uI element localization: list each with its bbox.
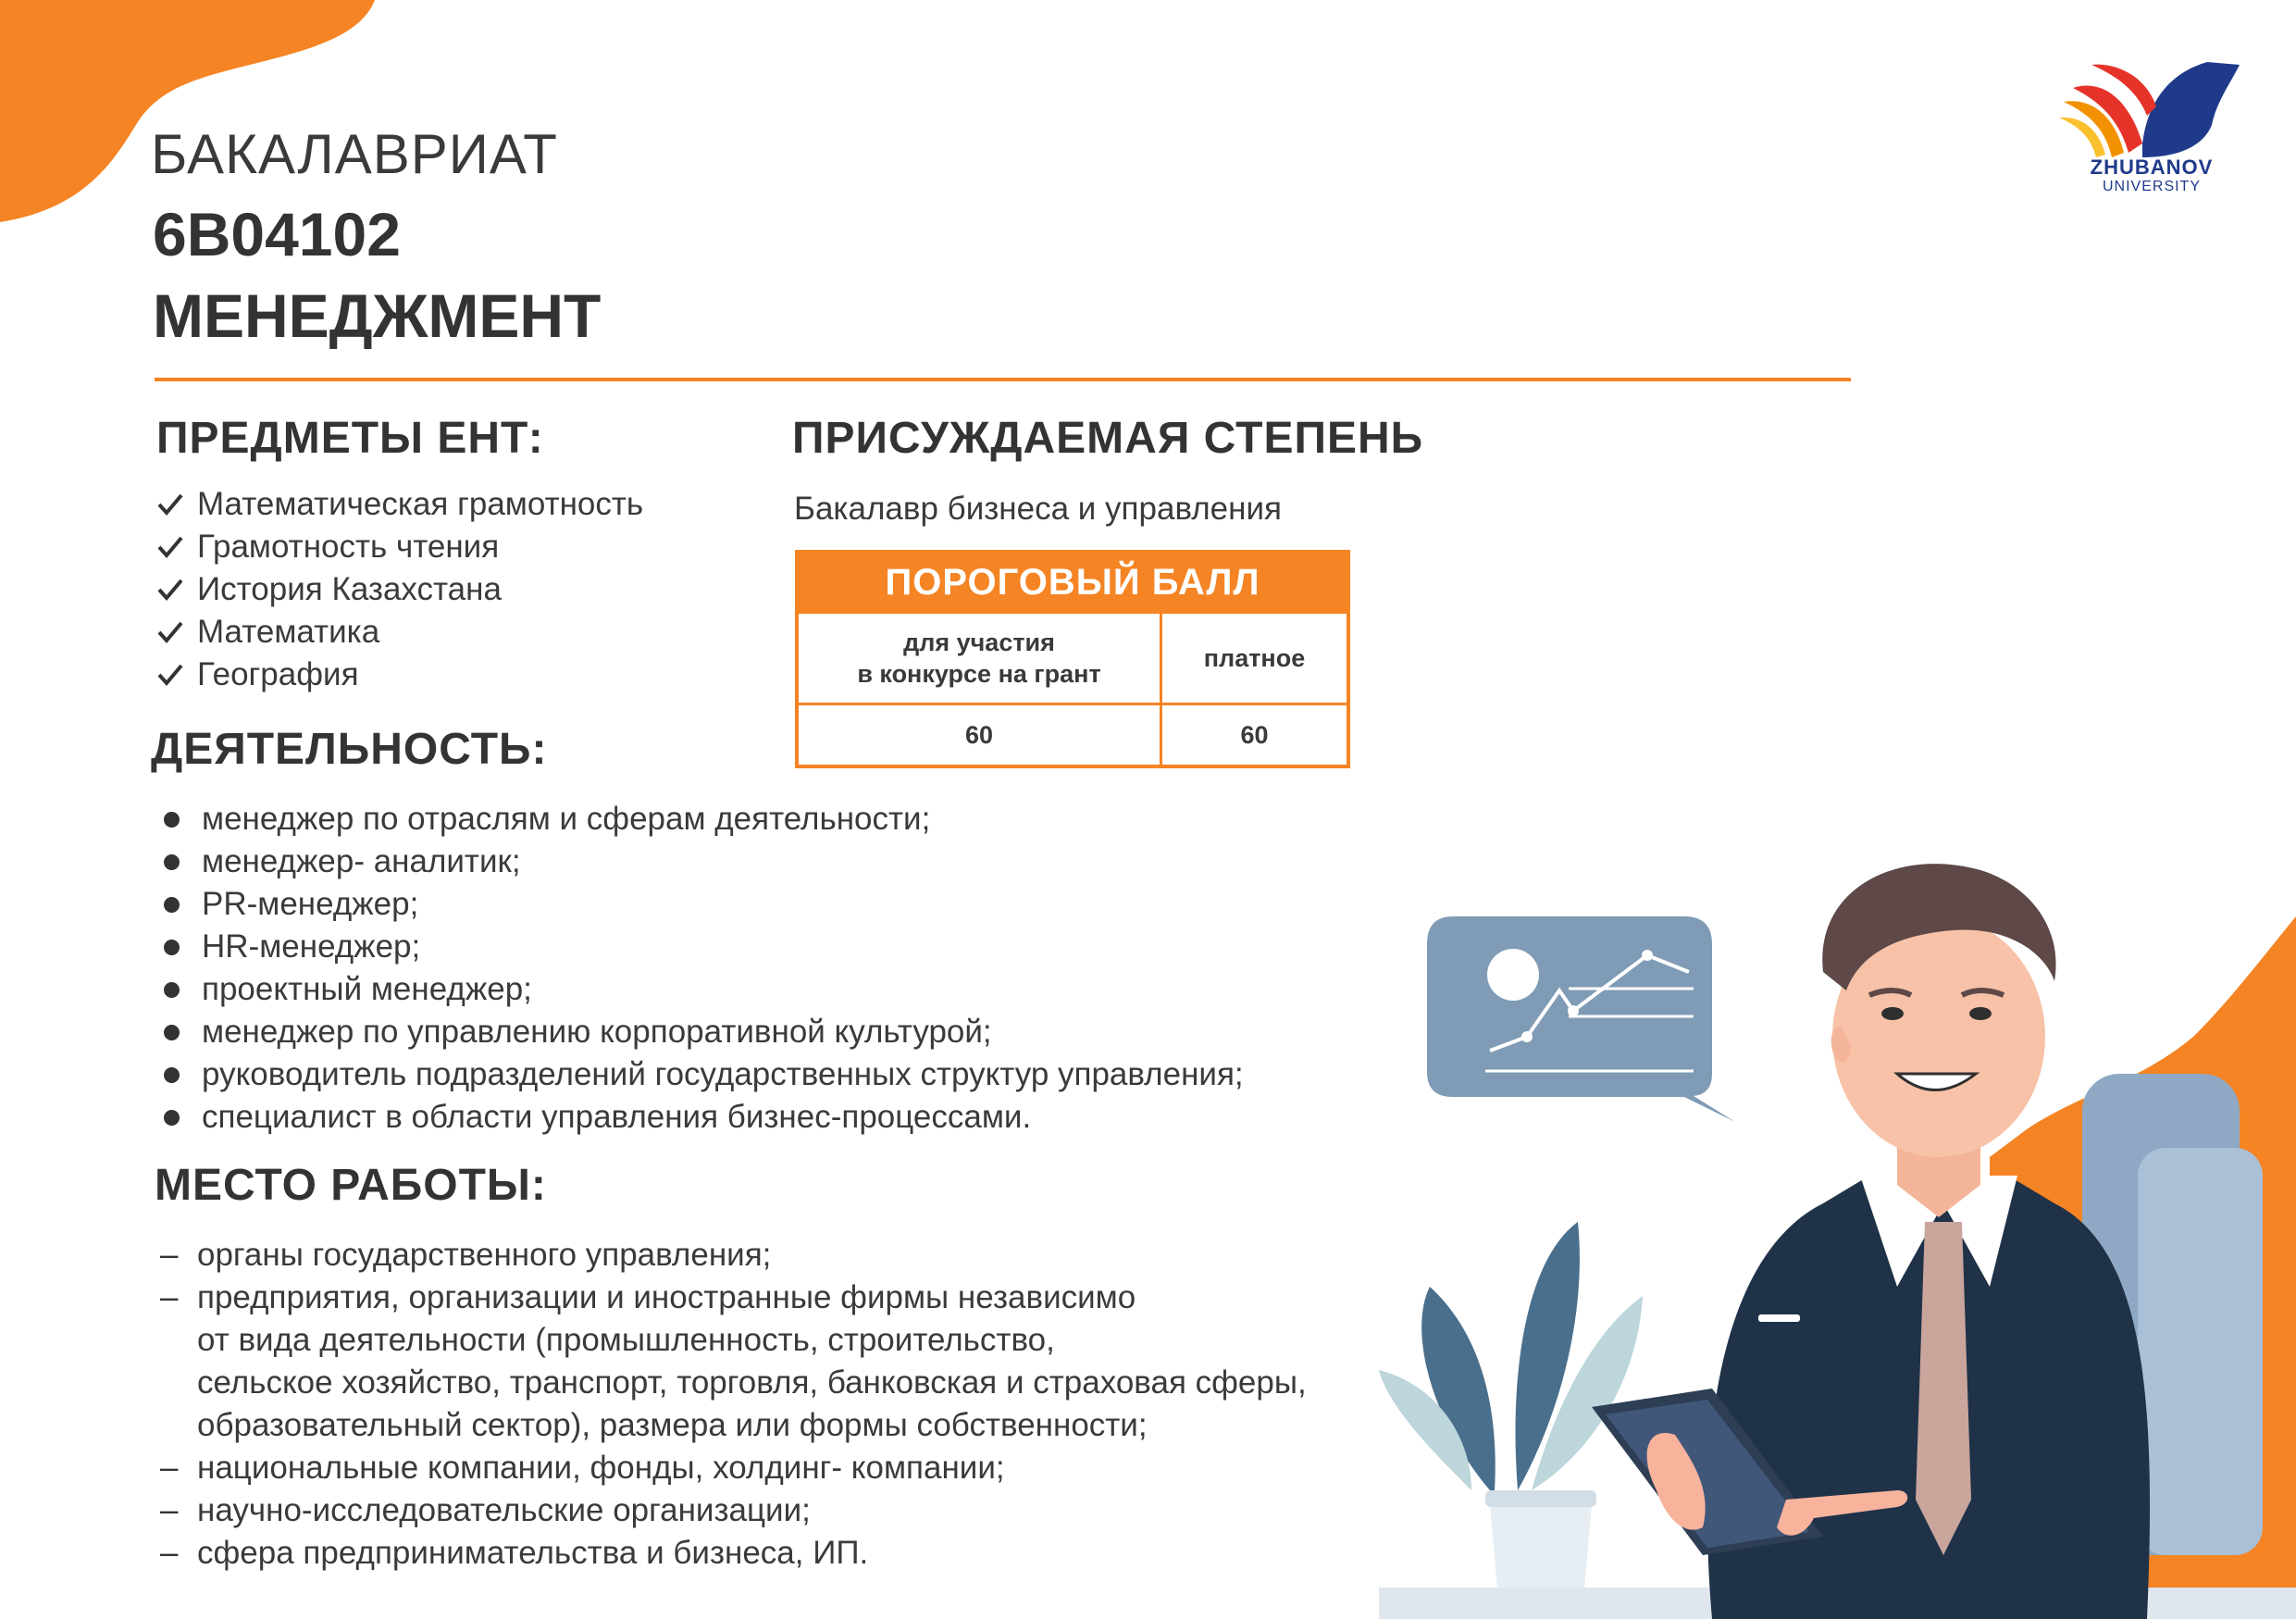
list-item: менеджер по управлению корпоративной культурой; <box>160 1011 1244 1053</box>
check-icon <box>156 618 184 646</box>
list-item: HR-менеджер; <box>160 926 1244 968</box>
activity-heading: ДЕЯТЕЛЬНОСТЬ: <box>151 725 548 774</box>
degree-heading: ПРИСУЖДАЕМАЯ СТЕПЕНЬ <box>792 414 1424 463</box>
dash-icon: – <box>160 1450 179 1486</box>
check-icon <box>156 661 184 689</box>
dash-icon: – <box>160 1492 179 1528</box>
degree-value: Бакалавр бизнеса и управления <box>794 491 1282 527</box>
decorative-blob-top-left <box>0 0 389 222</box>
list-item: PR-менеджер; <box>160 883 1244 926</box>
workplace-heading: МЕСТО РАБОТЫ: <box>155 1161 547 1210</box>
bullet-icon <box>164 812 180 828</box>
list-item: Математическая грамотность <box>156 483 643 526</box>
list-item: – органы государственного управления; <box>160 1234 1419 1277</box>
bullet-icon <box>164 940 180 955</box>
table-row <box>799 703 1347 765</box>
paid-column-header: платное <box>1203 643 1306 672</box>
paid-score: 60 <box>1240 720 1269 749</box>
dash-icon: – <box>160 1237 179 1273</box>
list-item: проектный менеджер; <box>160 968 1244 1011</box>
check-icon <box>156 576 184 604</box>
check-icon <box>156 533 184 561</box>
list-item: специалист в области управления бизнес-процессами. <box>160 1096 1244 1139</box>
list-item: менеджер по отраслям и сферам деятельности; <box>160 798 1244 841</box>
workplace-list <box>160 1234 1419 1575</box>
tie <box>1916 1222 1971 1555</box>
ent-subjects-list <box>156 483 643 696</box>
list-item: – предприятия, организации и иностранные фирмы независимо от вида деятельности (промышленность, строительство, сельское хозяйство, транспорт, торговля, банковская и страховая сферы, образовательный сектор), размера или формы собственности; <box>160 1277 1419 1447</box>
dash-icon: – <box>160 1535 179 1571</box>
grant-score: 60 <box>799 705 1162 765</box>
businessman-illustration <box>1379 852 2296 1619</box>
list-item: – национальные компании, фонды, холдинг- компании; <box>160 1447 1419 1489</box>
check-icon <box>156 491 184 518</box>
list-item: менеджер- аналитик; <box>160 841 1244 883</box>
program-title: МЕНЕДЖМЕНТ <box>153 281 602 350</box>
bullet-icon <box>164 1110 180 1126</box>
activity-list <box>160 798 1244 1139</box>
threshold-score-table <box>795 550 1350 768</box>
divider <box>155 378 1851 381</box>
logo-subname: UNIVERSITY <box>2102 179 2201 194</box>
list-item: Грамотность чтения <box>156 526 643 568</box>
list-item: История Казахстана <box>156 568 643 611</box>
list-item: руководитель подразделений государственных структур управления; <box>160 1053 1244 1096</box>
list-item: Математика <box>156 611 643 654</box>
list-item: География <box>156 654 643 696</box>
education-level: БАКАЛАВРИАТ <box>151 123 558 185</box>
list-item: – сфера предпринимательства и бизнеса, ИП. <box>160 1532 1419 1575</box>
dash-icon: – <box>160 1279 179 1315</box>
bullet-icon <box>164 854 180 870</box>
bullet-icon <box>164 1067 180 1083</box>
bullet-icon <box>164 1025 180 1040</box>
program-code: 6B04102 <box>153 200 401 268</box>
bullet-icon <box>164 982 180 998</box>
chart-bubble-icon <box>1427 916 1735 1122</box>
list-item: – научно-исследовательские организации; <box>160 1489 1419 1532</box>
bullet-icon <box>164 897 180 913</box>
threshold-heading: ПОРОГОВЫЙ БАЛЛ <box>799 554 1347 611</box>
grant-column-header: для участия в конкурсе на грант <box>799 614 1162 703</box>
ent-heading: ПРЕДМЕТЫ ЕНТ: <box>156 414 544 463</box>
logo-name: ZHUBANOV <box>2090 156 2214 179</box>
table-header-row <box>799 611 1347 703</box>
